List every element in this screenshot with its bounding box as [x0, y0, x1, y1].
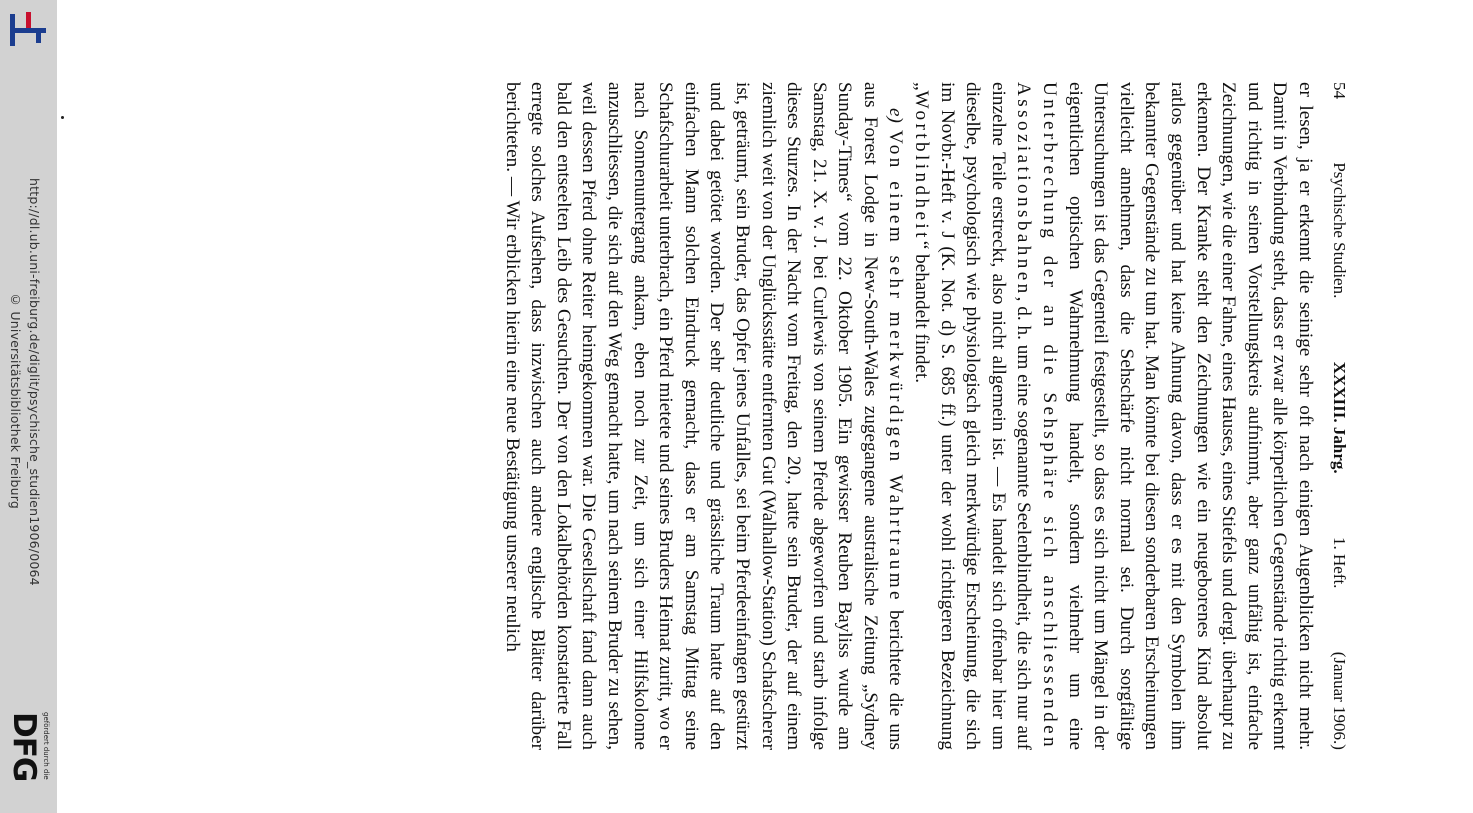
paragraph-2: [499, 82, 909, 750]
dfg-logo-text: DFG: [6, 712, 42, 782]
section-marker: e): [885, 108, 907, 131]
viewer-sidebar: [0, 0, 57, 813]
issue-label: 1. Heft.: [1330, 536, 1349, 589]
page-number: 54: [1330, 82, 1349, 99]
spaced-phrase-wahrtraume: Von einem sehr merkwürdigen Wahrtraume: [885, 130, 907, 603]
spaced-phrase-unterbrechung: Unterbrechung der an die Sehsphäre sich anschliessenden Assoziationsbahnen: [1013, 82, 1061, 750]
journal-title: Psychische Studien.: [1330, 162, 1349, 299]
copyright-notice: © Universitätsbibliothek Freiburg: [8, 292, 23, 509]
paragraph-1-continuation: , d. h. um eine sogenannte Seelenblindheit, die sich nur auf einzelne Teile erstreckt, also nicht allgemein ist. — Es handelt sich offenbar hier um dieselbe, psychologisch wie physiologisch gleich merkwürdige Erscheinung, die sich im Novbr.-Heft v. J (K. Not. d) S. 685 ff.) unter der wohl richtigeren Bezeichnung „: [911, 82, 1035, 750]
scanned-page: [168, 82, 1350, 750]
spaced-word-wortblindheit: Wortblindheit: [911, 90, 933, 241]
paragraph-2-text: berichtete die uns aus Forest Lodge in New-South-Wales zugegangene australische Zeitung „Sydney Sunday-Times“ vom 22. Oktober 1905. Ein gewisser Reuben Bayliss wurde am Samstag, 21. X. v. J. bei Curlewis von seinem Pferde abgeworfen und starb infolge dieses Sturzes. In der Nacht vom Freitag, den 20., hatte sein Bruder, der auf einem ziemlich weit von der Unglücksstätte entfernten Gut (Walhallow-Station) Schafscherer ist, geträumt, sein Bruder, das Opfer jenes Unfalles, sei beim Pferdeeinfangen gestürzt und dabei getötet worden. Der sehr deutliche und grässliche Traum hatte auf den einfachen Mann solchen Eindruck gemacht, dass er am Samstag Mittag seine Schafschurarbeit unterbrach, ein Pferd mietete und seines Bruders Heimat zuritt, wo er nach Sonnenuntergang ankam, eben noch zur Zeit, um sich einer Hilfskolonne anzuschliessen, die sich auf den Weg gemacht hatte, um nach seinem Bruder zu sehen, weil dessen Pferd ohne Reiter heimgekommen war. Die Gesellschaft fand dann auch bald den entseelten Leib des Gesuchten. Der von den Lokalbehörden konstatierte Fall erregte solches Aufsehen, dass inzwischen auch andere englische Blätter darüber berichteten. — Wir erblicken hierin eine neue Bestätigung unserer neulich: [501, 82, 907, 751]
paragraph-1-text: er lesen, ja er erkennt die seinige sehr oft nach einigen Augenblicken nicht mehr. Damit in Verbindung steht, dass er zwar alle körperlichen Gegenstände richtig erkennt und richtig in seinen Vorstellungskreis aufnimmt, aber ganz unfähig ist, einfache Zeichnungen, wie die einer Fahne, eines Hauses, eines Stiefels und dergl. überhaupt zu erkennen. Der Kranke steht den Zeichnungen wie ein neugeborenes Kind absolut ratlos gegenüber und hat keine Ahnung davon, dass er es mit den Symbolen ihm bekannter Gegenstände zu tun hat. Man könnte bei diesen sonderbaren Erscheinungen vielleicht annehmen, dass die Sehschärfe nicht normal sei. Durch sorgfältige Untersuchungen ist das Gegenteil festgestellt, so dass es sich nicht um Mängel in der eigentlichen optischen Wahrnehmung handelt, sondern vielmehr um eine: [1064, 82, 1316, 750]
issue-date: (Januar 1906.): [1330, 651, 1349, 750]
dfg-funding-text: gefördert durch die: [42, 712, 50, 780]
paragraph-1: [909, 82, 1319, 750]
paragraph-1-end: “ behandelt findet.: [911, 240, 933, 384]
dfg-logo[interactable]: [4, 712, 54, 808]
university-library-logo[interactable]: [6, 8, 50, 52]
running-header: [1328, 82, 1350, 750]
scanned-page-view: [168, 82, 1368, 782]
volume-label: XXXIII. Jahrg.: [1330, 361, 1349, 474]
document-url[interactable]: http://dl.ub.uni-freiburg.de/diglit/psychische_studien1906/0064: [27, 178, 42, 586]
scan-speck: [61, 116, 64, 119]
